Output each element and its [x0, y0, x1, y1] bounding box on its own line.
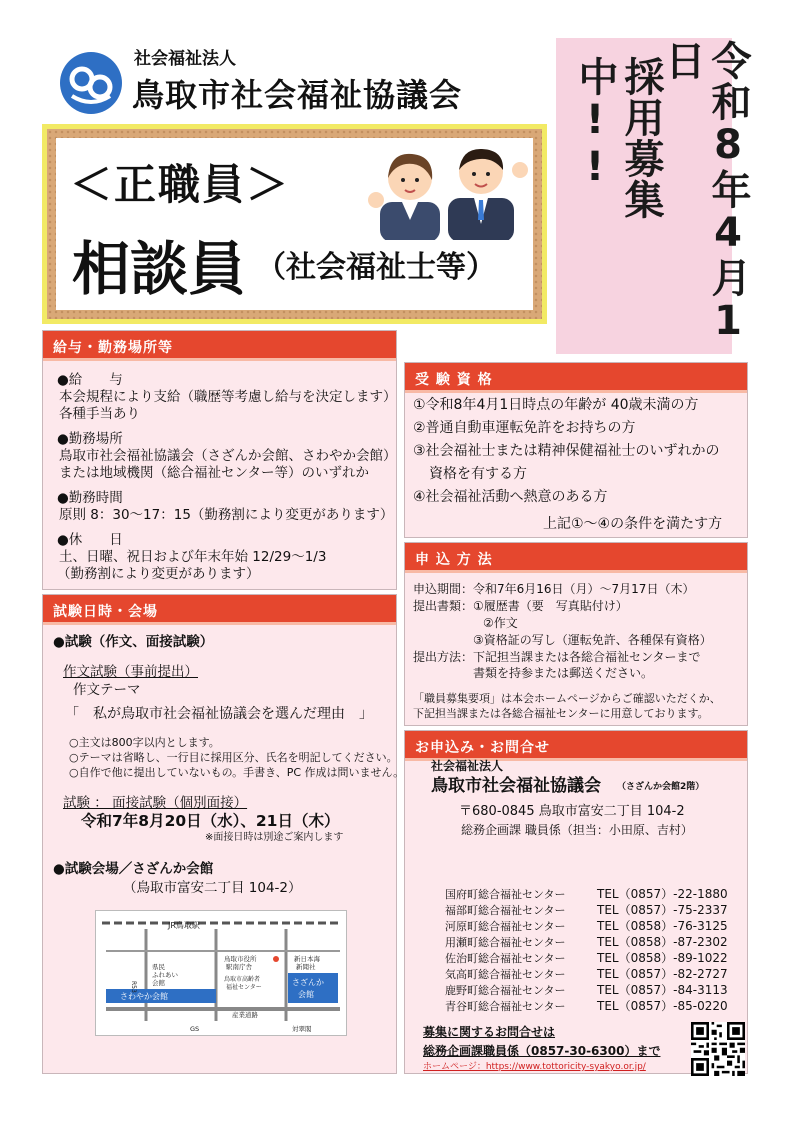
venue-map [95, 910, 347, 1036]
org-sub-title: 社会福祉法人 [134, 49, 236, 69]
holiday-label: ●休 日 [57, 532, 123, 548]
interview-label: 試験 ： 面接試験（個別面接） [63, 795, 248, 811]
salary-header: 給与・勤務場所等 [43, 331, 396, 361]
center-name: 福部町総合福祉センター [445, 904, 566, 917]
map-elderly: 鳥取市高齢者 [224, 976, 261, 983]
contact-header: お申込み・お問合せ [405, 731, 747, 761]
apply-method-1: 提出方法：下記担当課または各総合福祉センターまで [413, 650, 701, 664]
map-nihonkai: 新日本海 [294, 955, 320, 963]
qual-1: ①令和8年4月1日時点の年齢が 40歳未満の方 [413, 397, 699, 413]
title-soudan: 相談員 [72, 235, 247, 303]
exam-sub-label: ●試験（作文、面接試験） [53, 634, 214, 650]
qualification-header: 受 験 資 格 [405, 363, 747, 393]
map-road: 産業道路 [232, 1011, 258, 1019]
map-sazanka: さざんか [292, 978, 324, 987]
kyuyo-line-1: 本会規程により支給（職歴等考慮し給与を決定します） [59, 389, 397, 405]
map-route: R53 [130, 981, 137, 993]
apply-header: 申 込 方 法 [405, 543, 747, 573]
map-nihonkai-2: 新聞社 [296, 963, 316, 971]
map-sawayaka: さわやか会館 [120, 992, 168, 1001]
recruit-banner [556, 38, 751, 354]
contact-address: 〒680-0845 鳥取市富安二丁目 104-2 [459, 804, 685, 819]
time-label: ●勤務時間 [57, 490, 123, 506]
center-name: 鹿野町総合福祉センター [445, 984, 566, 997]
org-logo-icon [60, 52, 122, 114]
holiday-line-2: （勤務割により変更があります） [57, 566, 260, 582]
apply-period: 申込期間：令和7年6月16日（月）～7月17日（木） [413, 582, 695, 596]
contact-section [404, 730, 748, 1074]
recruit-now: 採用募集中!! [572, 56, 664, 220]
place-line-2: または地域機関（総合福祉センター等）のいずれか [59, 465, 369, 481]
place-label: ●勤務場所 [57, 431, 123, 447]
apply-note-2: 下記担当課または各総合福祉センターに用意しております。 [413, 707, 709, 720]
inquiry-line-1: 募集に関するお問合せは [423, 1025, 556, 1039]
qual-3b: 資格を有する方 [429, 466, 527, 482]
holiday-line-1: 土、日曜、祝日および年末年始 12/29～1/3 [59, 549, 327, 565]
center-name: 青谷町総合福祉センター [445, 1000, 566, 1013]
center-name: 用瀬町総合福祉センター [445, 936, 566, 949]
center-tel: TEL（0858）-76-3125 [597, 919, 728, 933]
homepage-link[interactable]: ホームページ：https://www.tottoricity-syakyo.or.jp/ [423, 1062, 646, 1072]
inquiry-line-2: 総務企画課職員係（0857-30-6300）まで [423, 1044, 661, 1058]
map-kenmin-2: ふれあい [152, 971, 178, 979]
salary-section [42, 330, 397, 590]
center-tel: TEL（0857）-22-1880 [597, 887, 728, 901]
center-tel: TEL（0857）-75-2337 [597, 903, 728, 917]
map-city-office: 鳥取市役所 [224, 955, 257, 963]
kyuyo-line-2: 各種手当あり [59, 406, 140, 422]
recruit-date: 令和8年4月1日 [659, 40, 751, 345]
apply-docs-3: ③資格証の写し（運転免許、各種保有資格） [473, 633, 712, 647]
essay-label: 作文試験（事前提出） [63, 664, 198, 680]
qr-code[interactable] [691, 1022, 745, 1076]
apply-docs-2: ②作文 [483, 616, 518, 630]
qual-summary: 上記①～④の条件を満たす方 [543, 516, 723, 532]
contact-dept: 総務企画課 職員係（担当：小田原、吉村） [461, 823, 693, 837]
center-name: 気高町総合福祉センター [445, 968, 566, 981]
apply-section [404, 542, 748, 726]
qualification-section [404, 362, 748, 538]
apply-note-1: 「職員募集要項」は本会ホームページからご確認いただくか、 [413, 692, 721, 705]
qual-4: ④社会福祉活動へ熱意のある方 [413, 489, 608, 505]
map-tsuruga: 対翠閣 [292, 1025, 312, 1033]
time-line-1: 原則 8：30～17：15（勤務割により変更があります） [59, 507, 394, 523]
essay-note-2: ○テーマは省略し、一行目に採用区分、氏名を明記してください。 [69, 751, 398, 764]
qual-3a: ③社会福祉士または精神保健福祉士のいずれかの [413, 443, 720, 459]
essay-note-1: ○主文は800字以内とします。 [69, 736, 220, 749]
title-board [42, 124, 547, 324]
center-name: 国府町総合福祉センター [445, 888, 566, 901]
contact-org-main: 鳥取市社会福祉協議会 [431, 776, 601, 796]
essay-theme-label: 作文テーマ [73, 682, 141, 698]
center-tel: TEL（0858）-87-2302 [597, 935, 728, 949]
center-tel: TEL（0857）-82-2727 [597, 967, 728, 981]
interview-note: ※面接日時は別途ご案内します [205, 832, 344, 843]
people-illustration [362, 140, 532, 240]
contact-org-sub: 社会福祉法人 [431, 759, 504, 773]
qr-code-icon [691, 1022, 745, 1076]
center-tel: TEL（0858）-89-1022 [597, 951, 728, 965]
org-logo [60, 52, 122, 114]
venue-map-graphic [96, 911, 346, 1035]
exam-header: 試験日時・会場 [43, 595, 396, 625]
map-city-office-2: 駅南庁舎 [226, 963, 252, 971]
essay-theme: 「 私が鳥取市社会福祉協議会を選んだ理由 」 [65, 706, 373, 722]
venue-address: （鳥取市富安二丁目 104-2） [123, 880, 302, 896]
essay-note-3: ○自作で他に提出していないもの。手書き、PC 作成は問いません。 [69, 766, 405, 779]
org-main-title: 鳥取市社会福祉協議会 [132, 76, 463, 114]
center-tel: TEL（0857）-84-3113 [597, 983, 728, 997]
title-seishokuin: ＜正職員＞ [70, 160, 291, 209]
kyuyo-label: ●給 与 [57, 372, 123, 388]
map-elderly-2: 福祉センター [226, 984, 262, 991]
map-gs: GS [190, 1025, 200, 1033]
map-station-label: JR鳥取駅 [168, 921, 200, 930]
contact-org-place: （さざんか会館2階） [617, 782, 705, 792]
interview-date: 令和7年8月20日（水）、21日（木） [81, 812, 340, 830]
center-name: 佐治町総合福祉センター [445, 952, 566, 965]
title-soudan-paren: （社会福祉士等） [256, 250, 496, 285]
apply-docs-1: 提出書類：①履歴書（要 写真貼付け） [413, 599, 628, 613]
center-tel: TEL（0857）-85-0220 [597, 999, 728, 1013]
center-name: 河原町総合福祉センター [445, 920, 566, 933]
venue-label: ●試験会場／さざんか会館 [53, 861, 214, 877]
apply-method-2: 書類を持参または郵送ください。 [473, 666, 654, 680]
qual-2: ②普通自動車運転免許をお持ちの方 [413, 420, 636, 436]
map-kenmin: 県民 [152, 963, 165, 971]
exam-section [42, 594, 405, 1074]
map-sazanka-2: 会館 [298, 990, 314, 999]
map-kenmin-3: 会館 [152, 979, 165, 987]
place-line-1: 鳥取市社会福祉協議会（さざんか会館、さわやか会館） [59, 448, 397, 464]
